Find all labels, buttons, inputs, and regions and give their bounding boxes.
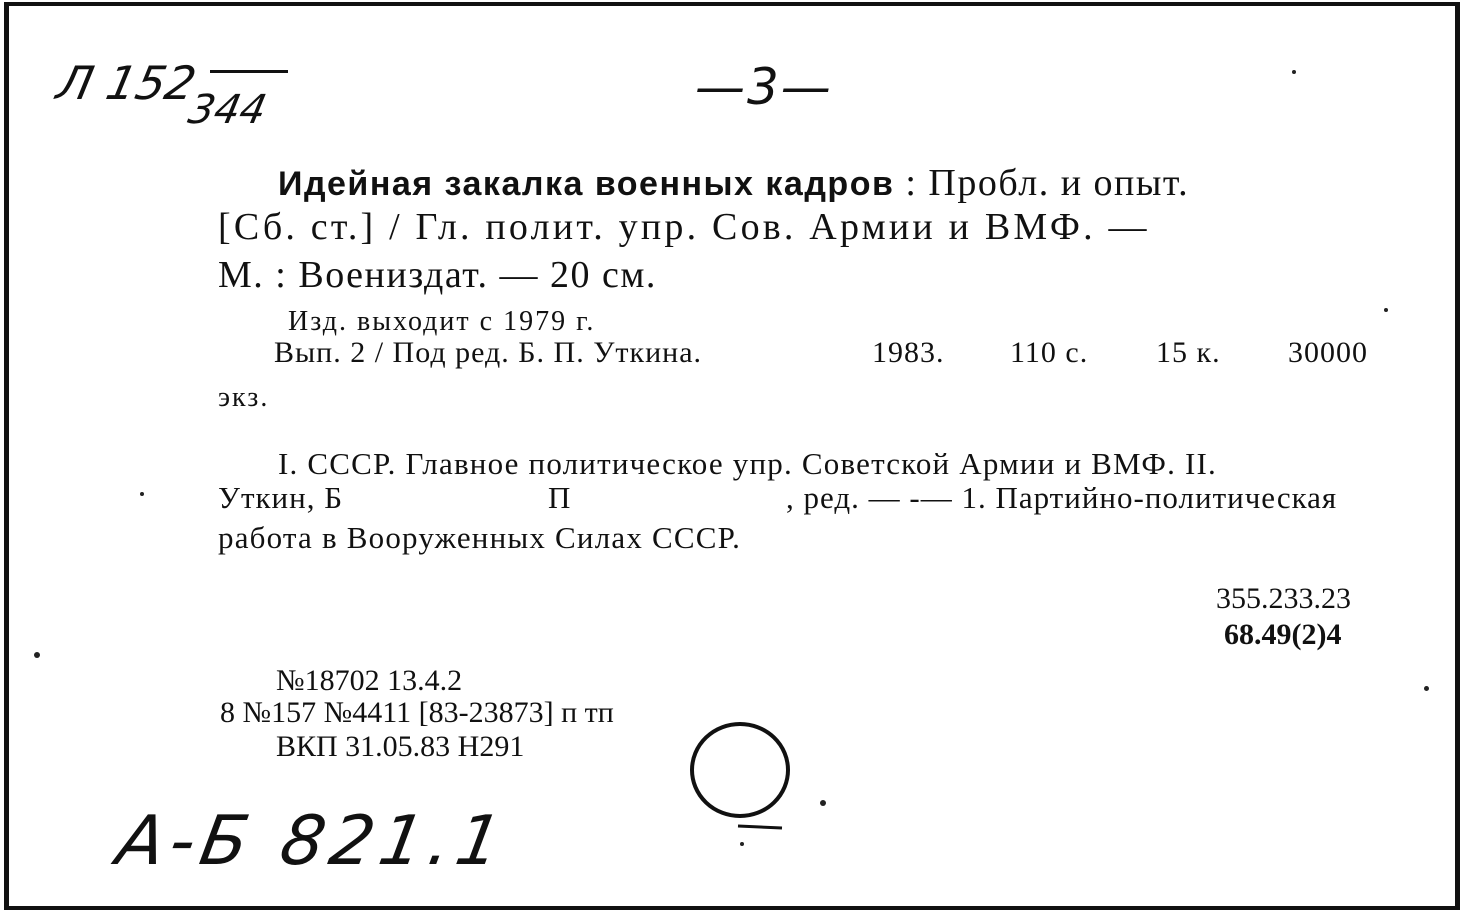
copies-unit: экз. (218, 382, 270, 413)
issue-statement (274, 336, 1368, 369)
title-subtitle: : Пробл. и опыт. (905, 162, 1190, 204)
shelf-code-sub: 344 (184, 87, 271, 133)
shelf-code-main: Л 152 (52, 56, 201, 110)
handwritten-shelf-code (52, 56, 276, 133)
title-line-1 (278, 164, 1189, 202)
stamp-underline (738, 826, 782, 828)
speck (34, 652, 40, 658)
shelf-code-overline (210, 70, 288, 73)
tracing-editor-surname: Уткин, Б (218, 480, 344, 515)
issue-pages: 110 с. (1010, 336, 1089, 369)
issue-year: 1983. (872, 336, 945, 369)
handwritten-page-mark: —3— (695, 58, 833, 116)
speck (1384, 308, 1388, 312)
title-bold: Идейная закалка военных кадров (278, 165, 895, 203)
speck (1424, 686, 1429, 691)
speck (140, 492, 144, 496)
imprint-line-3: ВКП 31.05.83 Н291 (276, 730, 525, 763)
tracings-line-2 (218, 480, 1338, 515)
tracings-line-1: I. СССР. Главное политическое упр. Советской Армии и ВМФ. II. (278, 446, 1218, 481)
speck (820, 800, 826, 806)
imprint-line-1: №18702 13.4.2 (276, 664, 463, 697)
tracing-editor-role: , ред. — -— 1. Партийно-политическая (786, 480, 1338, 515)
title-line-2: [Сб. ст.] / Гл. полит. упр. Сов. Армии и ВМФ. — (218, 206, 1150, 248)
title-line-3: М. : Воениздат. — 20 см. (218, 254, 657, 296)
bbk-index: 68.49(2)4 (1224, 618, 1342, 651)
speck (740, 842, 744, 846)
tracings-line-3: работа в Вооруженных Силах СССР. (218, 520, 742, 555)
issue-copies: 30000 (1288, 336, 1368, 369)
stamp-circle-icon (680, 710, 820, 850)
issue-price: 15 к. (1156, 336, 1221, 369)
tracing-editor-initial: П (548, 480, 572, 515)
issue-editor: Вып. 2 / Под ред. Б. П. Уткина. (274, 336, 703, 369)
imprint-line-2: 8 №157 №4411 [83-23873] п тп (220, 696, 614, 729)
stamp-circle-ring (692, 724, 788, 816)
udc-index: 355.233.23 (1216, 582, 1351, 615)
publication-since: Изд. выходит с 1979 г. (288, 306, 596, 337)
handwritten-inventory-code: А-Б 821.1 (111, 802, 514, 881)
speck (1292, 70, 1296, 74)
